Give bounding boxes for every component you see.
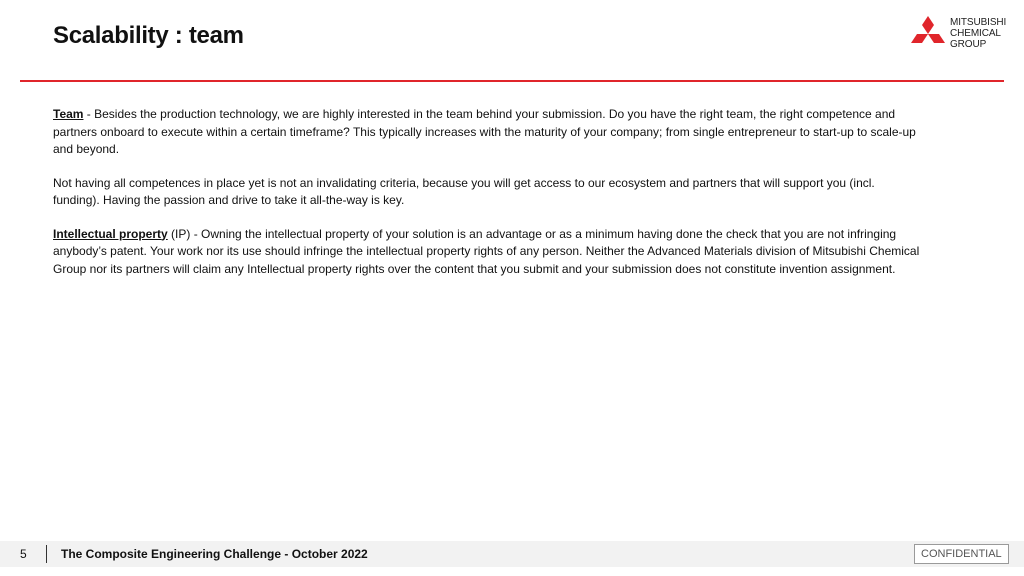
team-paragraph bbox=[53, 106, 923, 159]
logo-line-3: GROUP bbox=[950, 39, 987, 50]
slide-body bbox=[53, 106, 923, 294]
team-term: Team bbox=[53, 107, 84, 121]
logo-line-1: MITSUBISHI bbox=[950, 17, 1007, 28]
ip-term: Intellectual property bbox=[53, 226, 168, 241]
logo-line-2: CHEMICAL bbox=[950, 28, 1001, 39]
company-logo bbox=[909, 15, 1009, 55]
ip-description: (IP) - Owning the intellectual property of your solution is an advantage or as a minimum having done the check that you are not infringing anybody’s patent. Your work nor its use should infringe the intellectual property rights of any person. Neither the Advanced Materials division of Mitsubishi Chemical Group nor its partners will claim any Intellectual property rights over the content that you submit and your submission does not constitute invention assignment. bbox=[53, 226, 920, 276]
footer-title: The Composite Engineering Challenge - October 2022 bbox=[61, 547, 368, 561]
footer-separator bbox=[46, 545, 47, 563]
logo-text bbox=[950, 17, 1006, 50]
page-number: 5 bbox=[20, 547, 27, 561]
header-divider bbox=[20, 80, 1004, 82]
ip-paragraph bbox=[53, 226, 923, 279]
footer-bar bbox=[0, 541, 1024, 567]
team-description: - Besides the production technology, we are highly interested in the team behind your submission. Do you have the right team, the right competence and partners onboard to execute within a certain timeframe? This typically increases with the maturity of your company; from single entrepreneur to start-up to scale-up and beyond. bbox=[53, 107, 916, 156]
page-title: Scalability : team bbox=[53, 22, 244, 49]
three-diamonds-icon bbox=[909, 15, 947, 51]
competences-paragraph: Not having all competences in place yet is not an invalidating criteria, because you will get access to our ecosystem and partners that will support you (incl. funding). Having the passion and drive to take it all-the-way is key. bbox=[53, 175, 875, 207]
confidential-badge: CONFIDENTIAL bbox=[914, 544, 1009, 564]
